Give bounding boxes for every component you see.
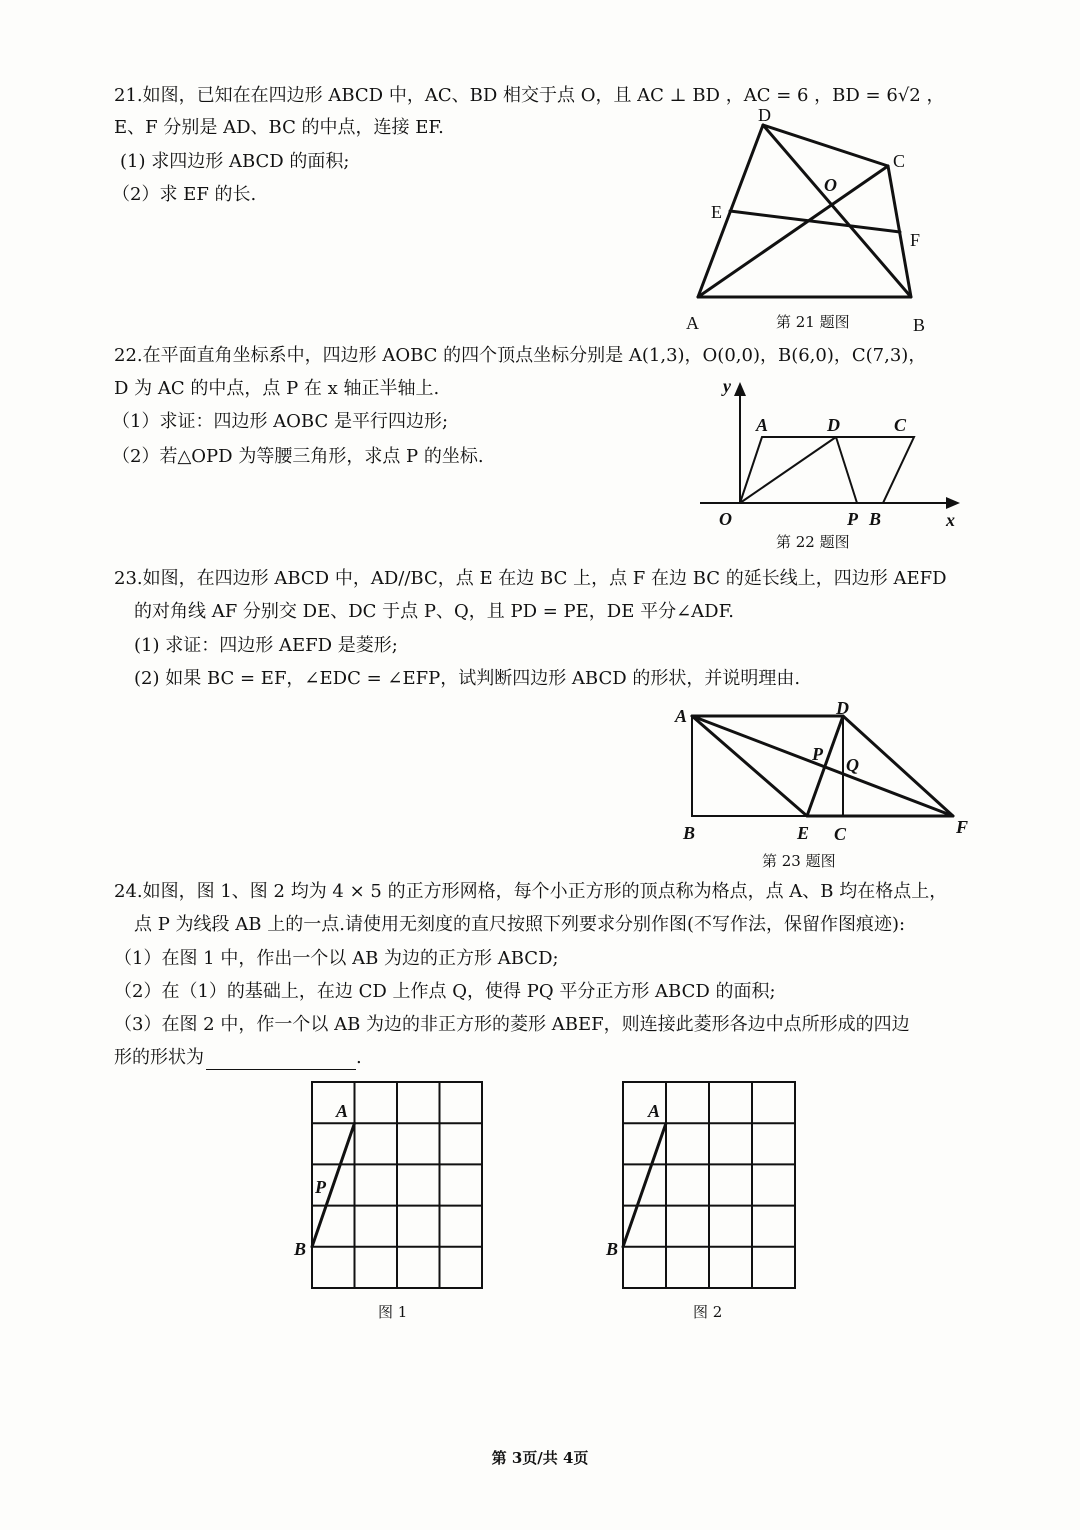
q24-part4-text: 形的形状为 xyxy=(114,1047,204,1068)
q23-label-b: B xyxy=(683,823,696,843)
q21-label-o: O xyxy=(824,175,837,195)
q24-fig2-segment-ab xyxy=(623,1123,666,1247)
q22-label-p: P xyxy=(847,509,858,529)
q22-part2: （2）若△OPD 为等腰三角形，求点 P 的坐标. xyxy=(112,446,484,467)
q22-label-d: D xyxy=(827,415,840,435)
q21-label-e: E xyxy=(711,202,722,222)
q24-fig2-caption: 图 2 xyxy=(693,1303,723,1321)
q21-line2: E、F 分别是 AD、BC 的中点，连接 EF. xyxy=(114,117,444,138)
q23-part1: (1) 求证：四边形 AEFD 是菱形; xyxy=(134,635,398,656)
q23-line2: 的对角线 AF 分别交 DE、DC 于点 P、Q，且 PD = PE，DE 平分∠ADF. xyxy=(134,601,734,622)
q22-caption: 第 22 题图 xyxy=(776,533,850,551)
q21-label-b: B xyxy=(913,315,926,335)
q23-part2: (2) 如果 BC = EF，∠EDC = ∠EFP，试判断四边形 ABCD 的形状，并说明理由. xyxy=(134,668,801,689)
q22-line2: D 为 AC 的中点，点 P 在 x 轴正半轴上. xyxy=(114,378,440,399)
q24-fig1-label-b: B xyxy=(294,1239,307,1259)
q22-label-c: C xyxy=(894,415,907,435)
q23-label-f: F xyxy=(956,817,969,837)
q21-line1: 21.如图，已知在在四边形 ABCD 中，AC、BD 相交于点 O，且 AC ⊥ BD ，AC = 6 ，BD = 6√2 ， xyxy=(114,85,945,106)
q22-label-x: x xyxy=(946,510,955,530)
q24-part3: （3）在图 2 中，作一个以 AB 为边的非正方形的菱形 ABEF，则连接此菱形各边中点所形成的四边 xyxy=(114,1014,910,1035)
q24-part2: （2）在（1）的基础上，在边 CD 上作点 Q，使得 PQ 平分正方形 ABCD 的面积; xyxy=(114,981,776,1002)
q21-label-a: A xyxy=(686,313,699,333)
q22-label-o: O xyxy=(719,509,732,529)
q23-label-a: A xyxy=(675,706,688,726)
q23-label-p: P xyxy=(812,744,823,764)
q24-fig1-label-p: P xyxy=(315,1177,326,1197)
q24-blank-end: . xyxy=(356,1047,362,1068)
q22-line1: 22.在平面直角坐标系中，四边形 AOBC 的四个顶点坐标分别是 A(1,3)，O(0,0)，B(6,0)，C(7,3)， xyxy=(114,345,927,366)
q23-caption: 第 23 题图 xyxy=(762,852,836,870)
q22-part1: （1）求证：四边形 AOBC 是平行四边形; xyxy=(112,411,449,432)
q23-line1: 23.如图，在四边形 ABCD 中，AD//BC，点 E 在边 BC 上，点 F 在边 BC 的延长线上，四边形 AEFD xyxy=(114,568,947,589)
q21-label-d: D xyxy=(758,105,771,125)
q22-label-b: B xyxy=(869,509,882,529)
q24-part1: （1）在图 1 中，作出一个以 AB 为边的正方形 ABCD; xyxy=(114,948,559,969)
q24-fig2-label-b: B xyxy=(606,1239,619,1259)
q23-label-q: Q xyxy=(846,755,859,775)
q23-label-d: D xyxy=(836,698,849,718)
q24-fig1-caption: 图 1 xyxy=(378,1303,408,1321)
q23-label-e: E xyxy=(797,823,810,843)
q22-label-y: y xyxy=(723,376,731,396)
page-footer: 第 3页/共 4页 xyxy=(491,1449,589,1467)
q21-label-c: C xyxy=(893,151,906,171)
q24-fig1-label-a: A xyxy=(336,1101,349,1121)
q21-label-f: F xyxy=(910,230,921,250)
q23-label-c: C xyxy=(834,824,847,844)
q24-line2: 点 P 为线段 AB 上的一点.请使用无刻度的直尺按照下列要求分别作图(不写作法，保留作图痕迹): xyxy=(134,914,906,935)
q24-line1: 24.如图，图 1、图 2 均为 4 × 5 的正方形网格，每个小正方形的顶点称为格点，点 A、B 均在格点上， xyxy=(114,881,948,902)
q24-fig2-label-a: A xyxy=(648,1101,661,1121)
q22-label-a: A xyxy=(756,415,769,435)
q21-part2: （2）求 EF 的长. xyxy=(112,184,257,205)
q21-caption: 第 21 题图 xyxy=(776,313,850,331)
q21-part1: (1) 求四边形 ABCD 的面积; xyxy=(120,151,350,172)
